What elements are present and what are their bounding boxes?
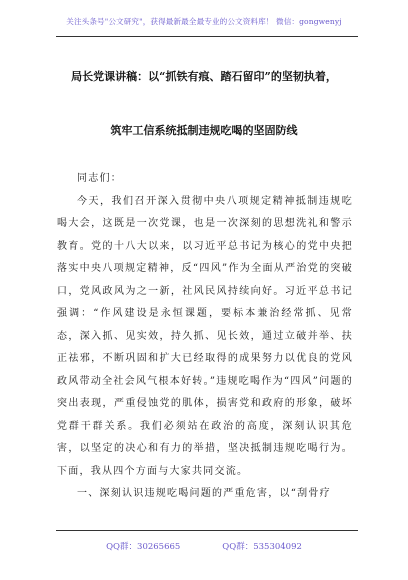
salutation: 同志们： bbox=[77, 173, 122, 184]
paragraph-2: 一、深刻认识违规吃喝问题的严重危害，以“刮骨疗 bbox=[77, 488, 331, 499]
footer-qq-group-2: QQ群：535304092 bbox=[222, 542, 302, 552]
paragraph-1: 今天，我们召开深入贯彻中央八项规定精神抵制违规吃喝大会，这既是一次党课，也是一次深刻的思想洗礼和警示教育。党的十八大以来，以习近平总书记为核心的党中央把落实中央八项规定精神，反“四风”作为全面从严治党的突破口，党风政风为之一新，社风民风持续向好。习近平总书记强调：“作风建设是永恒课题，要标本兼治经常抓、见常态，深入抓、见实效，持久抓、见长效，通过立破并举、扶正祛邪，不断巩固和扩大已经取得的成果努力以优良的党风政风带动全社会风气根本好转。”违规吃喝作为“四风”问题的突出表现，严重侵蚀党的肌体，损害党和政府的形象，破坏党群干群关系。我们必须站在政治的高度，深刻认识其危害，以坚定的决心和有力的举措，坚决抵制违规吃喝行为。下面，我从四个方面与大家共同交流。 bbox=[57, 195, 353, 477]
document-title-line-1: 局长党课讲稿：以“抓铁有痕、踏石留印”的坚韧执着， bbox=[71, 70, 337, 83]
footer-divider bbox=[56, 530, 358, 531]
document-title-line-2: 筑牢工信系统抵制违规吃喝的坚固防线 bbox=[110, 124, 298, 137]
header-divider bbox=[56, 36, 358, 37]
footer-qq-group-1: QQ群：30265665 bbox=[106, 542, 181, 552]
document-body bbox=[57, 168, 353, 506]
footer bbox=[0, 540, 408, 552]
header-banner: 关注头条号"公文研究"，获得最新最全最专业的公文资料库！ 微信：gongwenyj bbox=[66, 17, 342, 26]
